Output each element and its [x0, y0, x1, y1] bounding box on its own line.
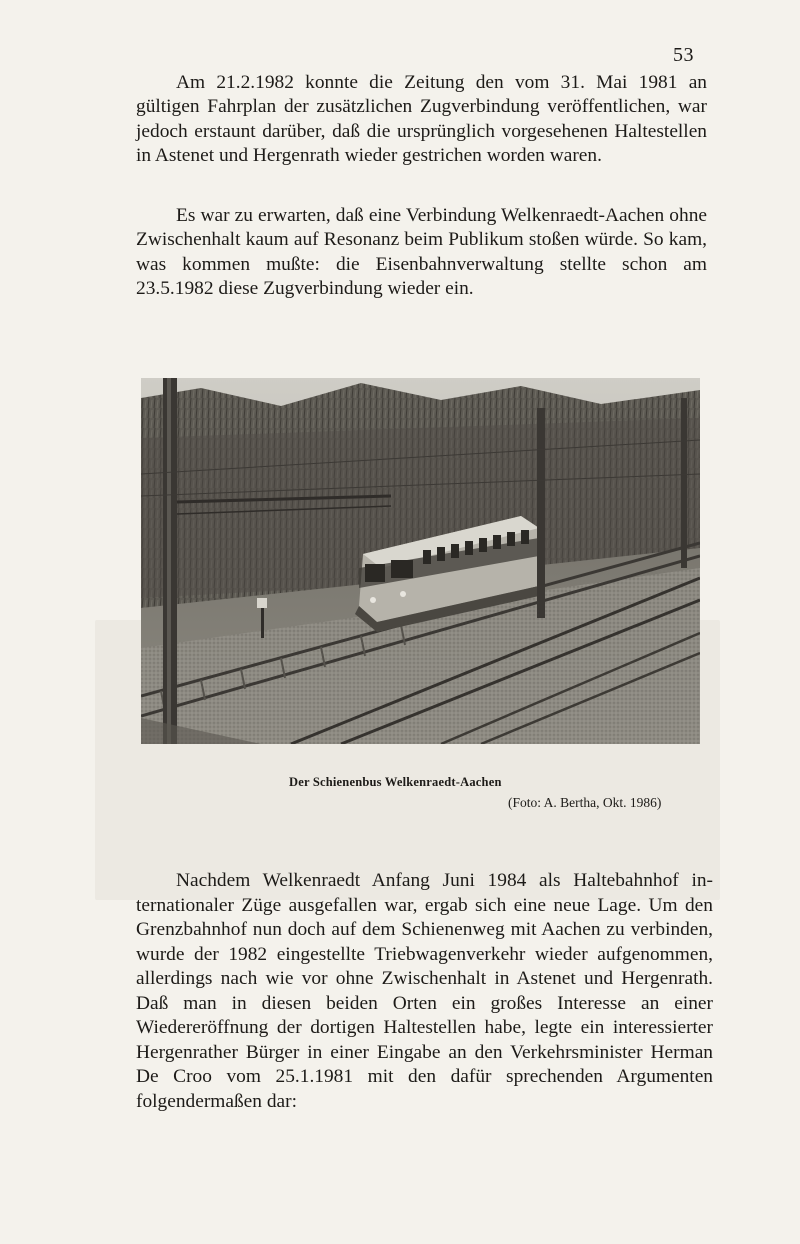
- photo-caption-title: Der Schienenbus Welkenraedt-Aachen: [289, 775, 502, 789]
- page-number: 53: [673, 44, 694, 66]
- paragraph-timetable: Am 21.2.1982 konnte die Zeitung den vom 31. Mai 1981 an gültigen Fahrplan der zusätzlichen Zugverbindung veröffentlichen, war jedoch erstaunt darüber, daß die ursprünglich vorgesehenen Haltestellen in Astenet und Hergenrath wieder gestrichen worden waren.: [136, 72, 707, 166]
- photo-caption-credit: (Foto: A. Bertha, Okt. 1986): [508, 795, 662, 810]
- paragraph-resumption: Nachdem Welkenraedt Anfang Juni 1984 als Haltebahnhof internationaler Züge ausgefallen war, ergab sich eine neue Lage. Um den Grenzbahnhof nun doch auf dem Schienenweg mit Aachen zu verbinden, wurde der 1982 eingestellte Triebwagenverkehr wieder aufgenommen, allerdings nach wie vor ohne Zwischenhalt in Astenet und Hergenrath. Daß man in diesen beiden Orten ein großes Interesse an einer Wiedereröffnung der dortigen Haltestellen habe, legte ein interessierter Hergenrather Bürger in einer Eingabe an den Verkehrsminister Herman De Croo vom 25.1.1981 mit den dafür sprechenden Argumenten folgendermaßen dar:: [136, 870, 713, 1112]
- railbus-photo: [141, 378, 700, 744]
- paragraph-service-ended: Es war zu erwarten, daß eine Verbindung Welkenraedt-Aachen ohne Zwischenhalt kaum auf Resonanz beim Publikum stoßen würde. So kam, was kommen mußte: die Eisenbahnverwaltung stellte schon am 23.5.1982 diese Zugverbindung wieder ein.: [136, 205, 707, 299]
